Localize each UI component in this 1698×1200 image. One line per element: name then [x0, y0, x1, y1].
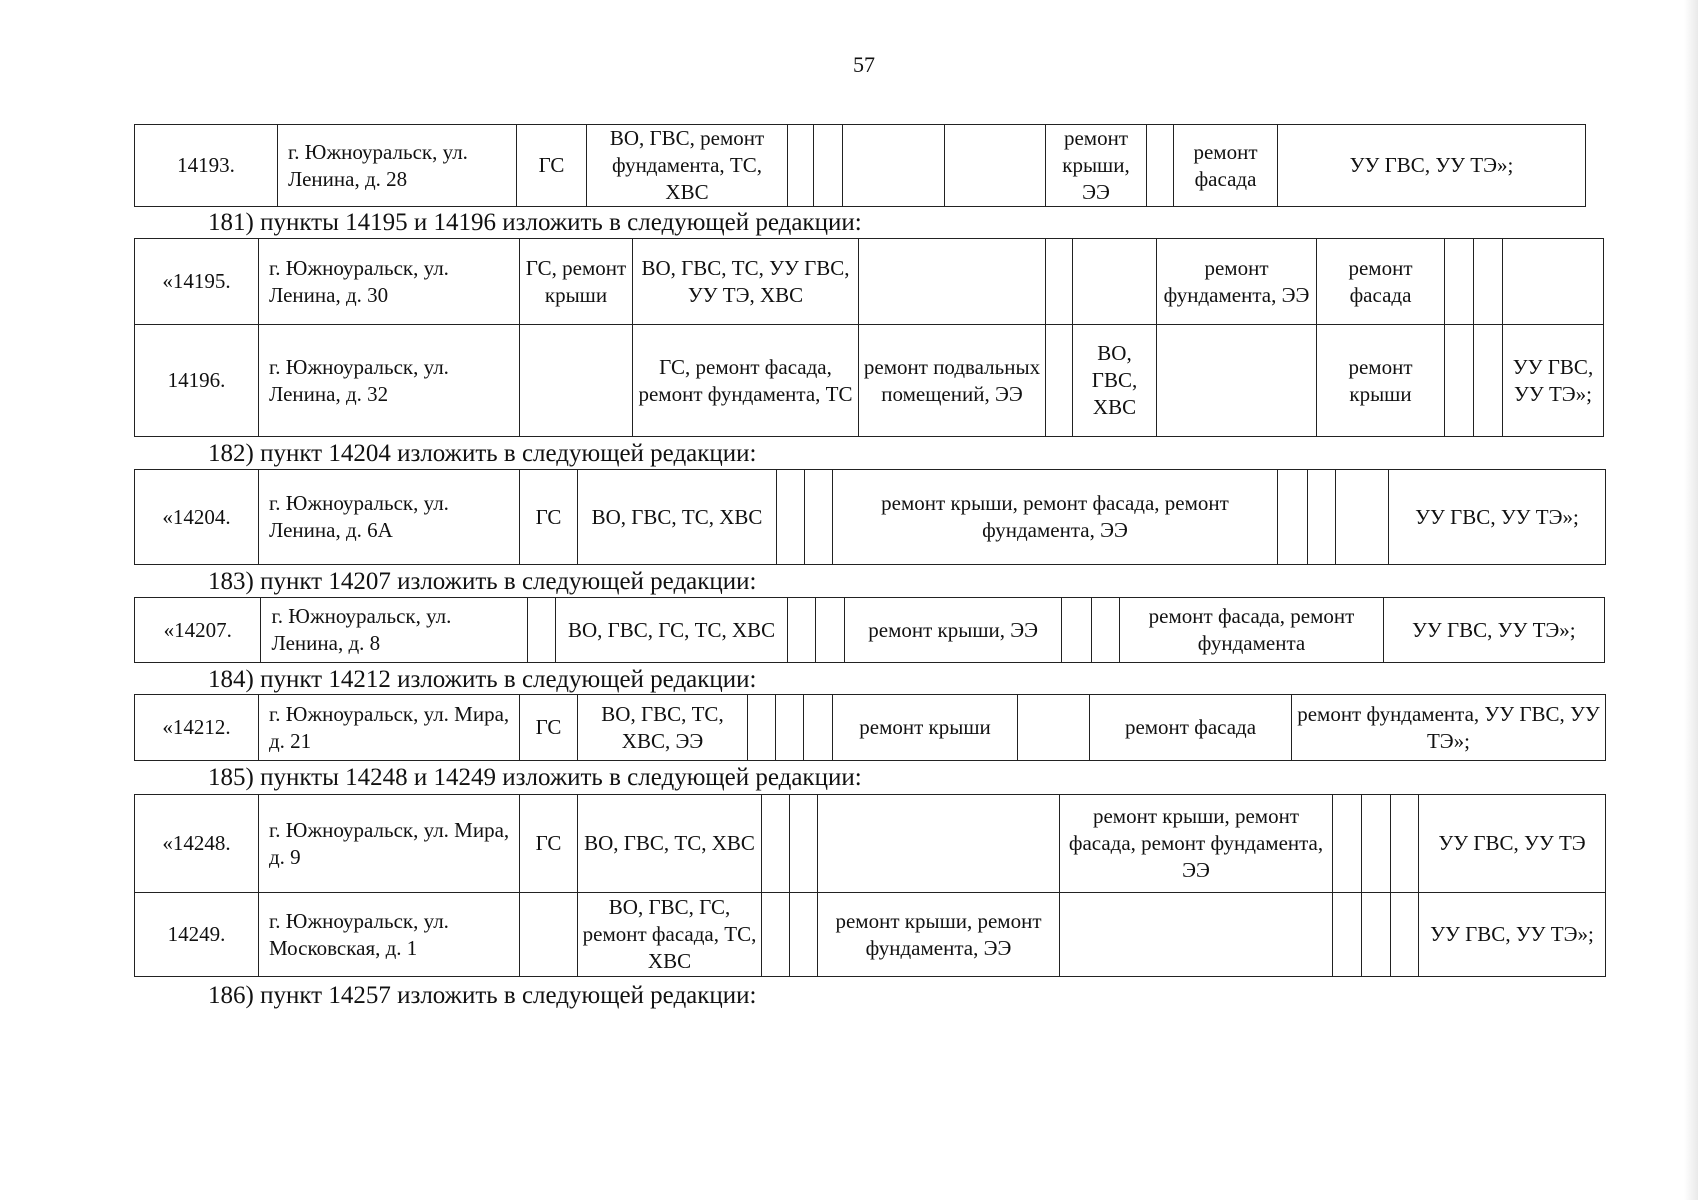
table-cell — [1147, 125, 1174, 207]
table-row — [135, 598, 1605, 663]
table-14248-14249 — [134, 794, 1606, 977]
row-number: 14249. — [135, 893, 259, 977]
table-cell: ремонт крыши — [833, 695, 1018, 761]
table-cell — [790, 795, 818, 893]
table-cell: ВО, ГВС, ТС, ХВС — [578, 795, 762, 893]
table-cell — [1474, 325, 1503, 437]
table-cell — [843, 125, 945, 207]
table-cell — [790, 893, 818, 977]
row-number: «14204. — [135, 470, 259, 565]
table-cell: ремонт фундамента, УУ ГВС, УУ ТЭ»; — [1292, 695, 1606, 761]
table-cell: ГС, ремонт фасада, ремонт фундамента, ТС — [633, 325, 859, 437]
table-cell — [1362, 795, 1391, 893]
table-cell — [762, 893, 790, 977]
table-cell: ремонт крыши, ремонт фасада, ремонт фундамента, ЭЭ — [833, 470, 1278, 565]
table-cell: УУ ГВС, УУ ТЭ — [1419, 795, 1606, 893]
table-cell — [1091, 598, 1120, 663]
table-row — [135, 125, 1586, 207]
table-cell — [1278, 470, 1308, 565]
page-number: 57 — [853, 52, 875, 77]
table-cell: ремонт фундамента, ЭЭ — [1157, 239, 1317, 325]
table-cell — [777, 470, 805, 565]
table-cell: УУ ГВС, УУ ТЭ»; — [1278, 125, 1586, 207]
table-cell: ВО, ГВС, ТС, ХВС, ЭЭ — [578, 695, 748, 761]
table-cell: ремонт крыши — [1317, 325, 1445, 437]
table-14212 — [134, 694, 1606, 761]
table-cell — [776, 695, 804, 761]
address-cell: г. Южноуральск, ул. Ленина, д. 32 — [259, 325, 520, 437]
table-cell: ВО, ГВС, ТС, ХВС — [578, 470, 777, 565]
table-row — [135, 893, 1606, 977]
table-cell: ВО, ГВС, ГС, ТС, ХВС — [556, 598, 788, 663]
table-cell: ремонт крыши, ЭЭ — [844, 598, 1061, 663]
address-cell: г. Южноуральск, ул. Ленина, д. 6А — [259, 470, 520, 565]
table-cell — [945, 125, 1046, 207]
table-cell — [818, 795, 1060, 893]
table-cell — [1308, 470, 1336, 565]
table-14193 — [134, 124, 1586, 207]
table-cell — [816, 598, 845, 663]
amendment-heading-181: 181) пункты 14195 и 14196 изложить в следующей редакции: — [208, 209, 862, 236]
address-cell: г. Южноуральск, ул. Ленина, д. 30 — [259, 239, 520, 325]
table-cell: ремонт крыши, ЭЭ — [1046, 125, 1147, 207]
table-cell — [805, 470, 833, 565]
table-cell: УУ ГВС, УУ ТЭ»; — [1383, 598, 1604, 663]
table-cell — [1062, 598, 1092, 663]
table-cell: УУ ГВС, УУ ТЭ»; — [1503, 325, 1604, 437]
table-14195-14196 — [134, 238, 1604, 437]
table-cell — [527, 598, 556, 663]
table-cell: ремонт фасада — [1174, 125, 1278, 207]
amendment-heading-184: 184) пункт 14212 изложить в следующей редакции: — [208, 666, 757, 693]
table-cell — [1391, 893, 1419, 977]
row-number: «14212. — [135, 695, 259, 761]
table-cell: ВО, ГВС, ремонт фундамента, ТС, ХВС — [587, 125, 788, 207]
table-cell — [1046, 239, 1073, 325]
table-cell: ВО, ГВС, ГС, ремонт фасада, ТС, ХВС — [578, 893, 762, 977]
address-cell: г. Южноуральск, ул. Московская, д. 1 — [259, 893, 520, 977]
table-cell: ГС — [520, 795, 578, 893]
table-row — [135, 695, 1606, 761]
table-cell — [859, 239, 1046, 325]
table-row — [135, 795, 1606, 893]
table-14204 — [134, 469, 1606, 565]
table-cell: ремонт фасада, ремонт фундамента — [1120, 598, 1383, 663]
table-cell — [1445, 325, 1474, 437]
table-cell: ремонт крыши, ремонт фасада, ремонт фундамента, ЭЭ — [1060, 795, 1333, 893]
table-cell: ремонт фасада — [1317, 239, 1445, 325]
table-cell: ремонт подвальных помещений, ЭЭ — [859, 325, 1046, 437]
table-cell — [1060, 893, 1333, 977]
table-cell — [1336, 470, 1389, 565]
table-row — [135, 325, 1604, 437]
table-row — [135, 239, 1604, 325]
scan-edge — [1684, 0, 1698, 1200]
table-cell — [804, 695, 833, 761]
amendment-heading-185: 185) пункты 14248 и 14249 изложить в следующей редакции: — [208, 764, 862, 791]
row-number: 14193. — [135, 125, 278, 207]
table-cell: ГС — [517, 125, 587, 207]
table-cell — [1018, 695, 1090, 761]
address-cell: г. Южноуральск, ул. Мира, д. 9 — [259, 795, 520, 893]
table-cell — [1046, 325, 1073, 437]
table-cell — [748, 695, 776, 761]
row-number: 14196. — [135, 325, 259, 437]
table-cell — [1333, 795, 1362, 893]
table-cell: УУ ГВС, УУ ТЭ»; — [1389, 470, 1606, 565]
address-cell: г. Южноуральск, ул. Мира, д. 21 — [259, 695, 520, 761]
table-14207 — [134, 597, 1605, 663]
table-cell — [1474, 239, 1503, 325]
table-cell — [1362, 893, 1391, 977]
address-cell: г. Южноуральск, ул. Ленина, д. 28 — [278, 125, 517, 207]
table-cell: ГС, ремонт крыши — [520, 239, 633, 325]
table-cell: УУ ГВС, УУ ТЭ»; — [1419, 893, 1606, 977]
table-cell — [1391, 795, 1419, 893]
table-cell: ВО, ГВС, ТС, УУ ГВС, УУ ТЭ, ХВС — [633, 239, 859, 325]
table-row — [135, 470, 1606, 565]
table-cell: ремонт фасада — [1090, 695, 1292, 761]
table-cell — [1503, 239, 1604, 325]
table-cell — [788, 125, 814, 207]
table-cell: ГС — [520, 470, 578, 565]
table-cell — [1157, 325, 1317, 437]
table-cell — [762, 795, 790, 893]
amendment-heading-182: 182) пункт 14204 изложить в следующей редакции: — [208, 440, 757, 467]
row-number: «14195. — [135, 239, 259, 325]
table-cell — [787, 598, 816, 663]
amendment-heading-183: 183) пункт 14207 изложить в следующей редакции: — [208, 568, 757, 595]
table-cell: ГС — [520, 695, 578, 761]
address-cell: г. Южноуральск, ул. Ленина, д. 8 — [261, 598, 527, 663]
table-cell — [1445, 239, 1474, 325]
amendment-heading-186: 186) пункт 14257 изложить в следующей редакции: — [208, 982, 757, 1009]
row-number: «14207. — [135, 598, 261, 663]
table-cell — [814, 125, 843, 207]
table-cell — [1073, 239, 1157, 325]
table-cell — [1333, 893, 1362, 977]
table-cell — [520, 325, 633, 437]
row-number: «14248. — [135, 795, 259, 893]
table-cell: ремонт крыши, ремонт фундамента, ЭЭ — [818, 893, 1060, 977]
table-cell: ВО, ГВС, ХВС — [1073, 325, 1157, 437]
table-cell — [520, 893, 578, 977]
